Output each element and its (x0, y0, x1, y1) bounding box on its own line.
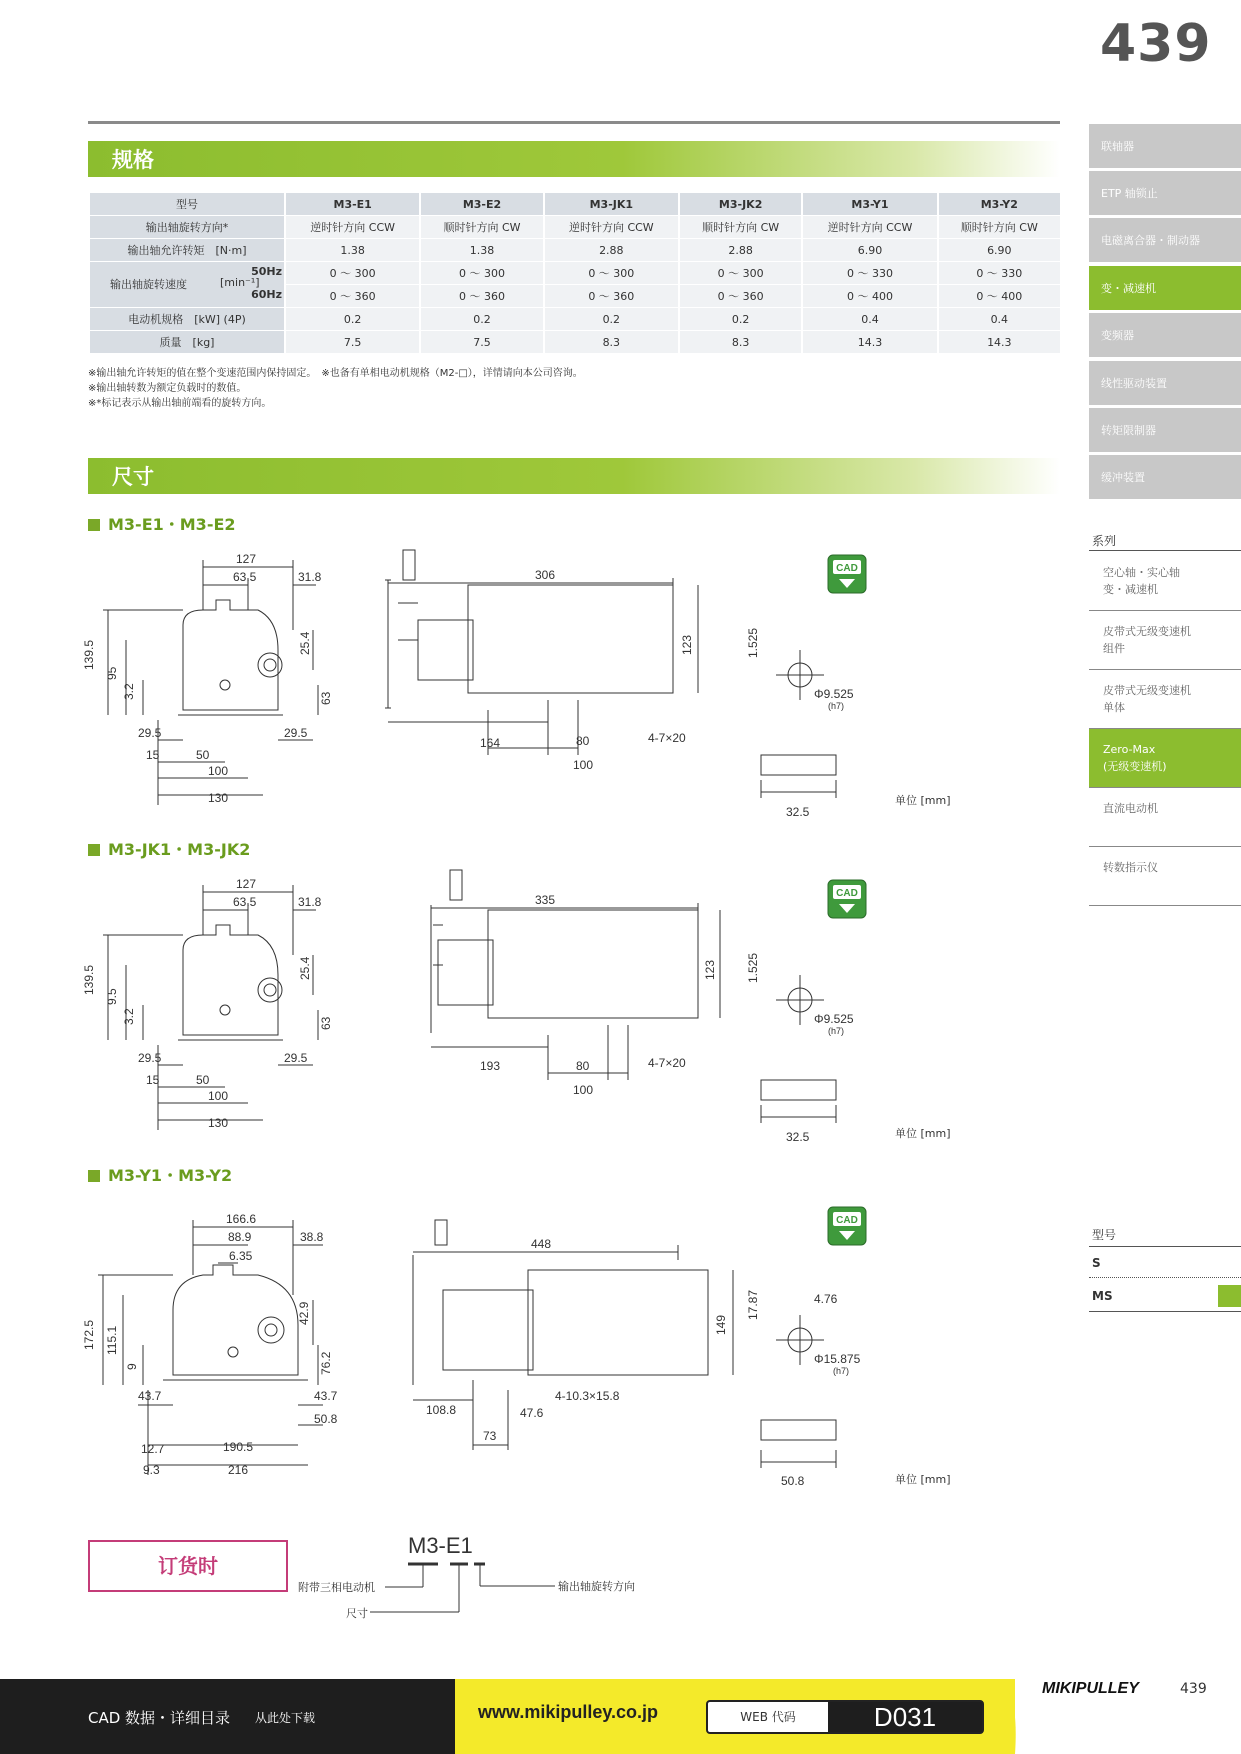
spec-label-text: 输出轴允许转矩 (127, 244, 205, 257)
spec-cell: 0.2 (680, 308, 801, 331)
spec-note: ※*标记表示从输出轴前端看的旋转方向。 (88, 398, 272, 409)
web-code-box (706, 1700, 984, 1734)
order-label-direction: 输出轴旋转方向 (558, 1580, 635, 1593)
dim-label: 95 (105, 666, 119, 680)
spec-section-title: 规格 (112, 148, 154, 172)
dim-label: 190.5 (223, 1440, 254, 1454)
dim-label: 4-10.3×15.8 (555, 1389, 620, 1403)
dim-label: 50 (196, 748, 210, 762)
series-divider (1089, 550, 1241, 551)
dim-label: 29.5 (284, 1051, 308, 1065)
spec-label-text: 输出轴旋转速度 (110, 278, 187, 291)
spec-row-label (90, 308, 284, 331)
dim-label: 29.5 (284, 726, 308, 740)
spec-cell: 0 ～ 300 (545, 262, 678, 285)
dim-label: 17.87 (746, 1289, 760, 1320)
spec-cell: 0.4 (939, 308, 1060, 331)
sidebar-category[interactable] (1089, 218, 1241, 262)
dim-label: 139.5 (82, 639, 96, 670)
series-item[interactable] (1089, 670, 1241, 729)
series-item-label: 皮带式无级变速机 单体 (1103, 684, 1191, 714)
dim-label: 31.8 (298, 895, 322, 909)
dim-label: 3.2 (122, 1008, 136, 1025)
drawing-title-text: M3-E1・M3-E2 (108, 515, 236, 534)
dim-label: 127 (236, 877, 257, 891)
page-number: 439 (1100, 14, 1212, 74)
sidebar-category-label: 变频器 (1101, 329, 1134, 342)
spec-row (90, 308, 1060, 331)
dim-label: 15 (146, 748, 160, 762)
model-item-s[interactable]: S (1092, 1256, 1101, 1270)
footer-curve (990, 1679, 1020, 1754)
spec-cell: 0.4 (803, 308, 936, 331)
dim-label: 25.4 (298, 956, 312, 980)
dim-label: 123 (680, 634, 694, 655)
dim-label: 29.5 (138, 1051, 162, 1065)
dim-label: 164 (480, 736, 501, 750)
cad-icon-text: CAD (836, 563, 858, 574)
dim-label: 172.5 (82, 1319, 96, 1350)
dim-label: 6.35 (229, 1249, 253, 1263)
model-heading: 型号 (1092, 1228, 1117, 1242)
spec-label-text: 质量 (159, 336, 182, 349)
dim-label: 335 (535, 893, 556, 907)
drawing-title (88, 837, 250, 860)
dim-label: 50.8 (781, 1474, 805, 1488)
dim-label: 4-7×20 (648, 1056, 686, 1070)
spec-cell: 顺时针方向 CW (421, 216, 542, 239)
spec-label-unit: [kW] (4P) (194, 313, 246, 326)
sidebar-category-active[interactable] (1089, 266, 1241, 310)
dim-label: 193 (480, 1059, 501, 1073)
spec-header-cell: M3-Y2 (939, 193, 1060, 216)
spec-section-bar (88, 141, 1060, 177)
dim-label: 12.7 (141, 1442, 165, 1456)
sidebar-category-label: 电磁离合器・制动器 (1101, 234, 1200, 247)
series-item-label: 直流电动机 (1103, 802, 1158, 815)
spec-cell: 顺时针方向 CW (939, 216, 1060, 239)
model-active-marker (1218, 1285, 1241, 1307)
dim-label: 50.8 (314, 1412, 338, 1426)
spec-note: ※输出轴转数为额定负载时的数值。 (88, 383, 247, 394)
dim-label: 88.9 (228, 1230, 252, 1244)
dim-section-title: 尺寸 (112, 465, 154, 489)
spec-cell: 14.3 (939, 331, 1060, 354)
series-item[interactable] (1089, 847, 1241, 906)
dim-label: 100 (208, 764, 229, 778)
sidebar-category[interactable] (1089, 455, 1241, 499)
spec-cell: 0 ～ 300 (421, 262, 542, 285)
spec-cell: 0 ～ 300 (286, 262, 419, 285)
dim-label: 25.4 (298, 631, 312, 655)
dim-label: 9.5 (105, 988, 119, 1005)
spec-row (90, 239, 1060, 262)
spec-label-unit: [kg] (192, 336, 215, 349)
series-heading: 系列 (1092, 534, 1117, 548)
spec-cell: 8.3 (545, 331, 678, 354)
sidebar-category-label: 缓冲装置 (1101, 471, 1145, 484)
dim-label: (h7) (828, 701, 845, 711)
footer-url-link[interactable]: www.mikipulley.co.jp (478, 1702, 659, 1722)
drawing-title-text: M3-JK1・M3-JK2 (108, 840, 251, 859)
model-divider (1089, 1277, 1241, 1278)
dim-label: 127 (236, 552, 257, 566)
dim-label: 448 (531, 1237, 552, 1251)
sidebar-category[interactable] (1089, 408, 1241, 452)
dim-label: 149 (714, 1314, 728, 1335)
spec-row-label (90, 262, 284, 308)
spec-cell: 1.38 (286, 239, 419, 262)
spec-header-cell: M3-JK1 (545, 193, 678, 216)
series-item-label: 转数指示仪 (1103, 861, 1158, 874)
dim-label: 130 (208, 791, 229, 805)
dim-label: 4.76 (814, 1292, 838, 1306)
web-code-value: D031 (828, 1702, 982, 1732)
footer-cad-text: CAD 数据・详细目录 (88, 1709, 231, 1727)
spec-header-cell: M3-JK2 (680, 193, 801, 216)
spec-cell: 6.90 (939, 239, 1060, 262)
order-code: M3-E1 (408, 1533, 473, 1558)
unit-label: 单位 [mm] (895, 1127, 951, 1140)
dim-label: 1.525 (746, 952, 760, 983)
spec-cell: 0 ～ 400 (803, 285, 936, 308)
series-item-active[interactable] (1089, 729, 1241, 788)
cad-icon-text: CAD (836, 1215, 858, 1226)
dim-label: 31.8 (298, 570, 322, 584)
spec-table (88, 193, 1062, 354)
top-divider (88, 121, 1060, 124)
spec-cell: 6.90 (803, 239, 936, 262)
dim-label: 9 (125, 1363, 139, 1370)
spec-cell: 0 ～ 330 (939, 262, 1060, 285)
spec-cell: 0 ～ 360 (421, 285, 542, 308)
order-label-motor: 附带三相电动机 (298, 1581, 375, 1594)
series-item-label: 空心轴・实心轴 变・减速机 (1103, 566, 1180, 596)
dim-label: 1.525 (746, 627, 760, 658)
dim-label: 100 (208, 1089, 229, 1103)
spec-cell: 0 ～ 360 (286, 285, 419, 308)
dim-label: 63.5 (233, 570, 257, 584)
spec-cell: 逆时针方向 CCW (545, 216, 678, 239)
dim-label: Φ9.525 (814, 1012, 854, 1026)
spec-cell: 逆时针方向 CCW (803, 216, 936, 239)
sidebar-category-label: 转矩限制器 (1101, 424, 1156, 437)
spec-label-unit: [N·m] (215, 244, 247, 257)
dim-label: 73 (483, 1429, 497, 1443)
dim-label: 63.5 (233, 895, 257, 909)
drawing-set-y (82, 1200, 988, 1490)
sidebar-category[interactable] (1089, 171, 1241, 215)
dim-label: 80 (576, 734, 590, 748)
dim-label: 76.2 (319, 1351, 333, 1375)
dim-label: 166.6 (226, 1212, 257, 1226)
drawing-title (88, 512, 236, 535)
spec-note: ※输出轴允许转矩的值在整个变速范围内保持固定。 ※也备有单相电动机规格（M2-□），详情请向本公司咨询。 (88, 368, 583, 379)
spec-cell: 0 ～ 330 (803, 262, 936, 285)
dim-label: 15 (146, 1073, 160, 1087)
spec-cell: 0 ～ 360 (545, 285, 678, 308)
dim-label: 130 (208, 1116, 229, 1130)
spec-label-text: 电动机规格 (128, 313, 184, 326)
spec-header-cell: M3-E2 (421, 193, 542, 216)
spec-row (90, 216, 1060, 239)
spec-cell: 顺时针方向 CW (680, 216, 801, 239)
dim-label: 100 (573, 1083, 594, 1097)
drawing-title (88, 1163, 232, 1186)
sidebar-category[interactable] (1089, 361, 1241, 405)
dim-label: 42.9 (297, 1301, 311, 1325)
dim-label: 139.5 (82, 964, 96, 995)
spec-cell: 0 ～ 300 (680, 262, 801, 285)
dim-label: 63 (319, 691, 333, 705)
dim-label: 50 (196, 1073, 210, 1087)
freq-60hz: 60Hz (251, 288, 282, 301)
unit-label: 单位 [mm] (895, 1473, 951, 1486)
dim-label: 32.5 (786, 805, 810, 819)
spec-row-label (90, 331, 284, 354)
spec-row (90, 262, 1060, 285)
spec-cell: 2.88 (545, 239, 678, 262)
spec-row-label: 输出轴旋转方向* (90, 216, 284, 239)
web-code-label: WEB 代码 (740, 1710, 796, 1724)
dim-section-bar (88, 458, 1060, 494)
spec-cell: 7.5 (286, 331, 419, 354)
spec-row-label (90, 239, 284, 262)
order-label-size: 尺寸 (346, 1607, 368, 1620)
dim-label: 306 (535, 568, 556, 582)
sidebar-category-label: 变・减速机 (1101, 282, 1156, 295)
sidebar-category[interactable] (1089, 124, 1241, 168)
spec-cell: 逆时针方向 CCW (286, 216, 419, 239)
cad-icon-text: CAD (836, 888, 858, 899)
spec-cell: 0 ～ 400 (939, 285, 1060, 308)
spec-header-cell: M3-E1 (286, 193, 419, 216)
dim-label: 38.8 (300, 1230, 324, 1244)
sidebar-category[interactable] (1089, 313, 1241, 357)
dim-label: 63 (319, 1016, 333, 1030)
dim-label: 123 (703, 959, 717, 980)
dim-label: 115.1 (105, 1325, 119, 1355)
spec-cell: 0.2 (286, 308, 419, 331)
dim-label: (h7) (833, 1366, 850, 1376)
dim-label: 9.3 (143, 1463, 160, 1477)
drawing-set-e (82, 540, 988, 820)
footer-page-number: 439 (1180, 1681, 1207, 1697)
footer-cad-sub: 从此处下载 (255, 1711, 316, 1725)
series-item[interactable] (1089, 788, 1241, 847)
dim-label: 100 (573, 758, 594, 772)
dim-label: 80 (576, 1059, 590, 1073)
sidebar-category-label: 线性驱动装置 (1101, 377, 1167, 390)
series-item[interactable] (1089, 611, 1241, 670)
spec-cell: 14.3 (803, 331, 936, 354)
brand-logo: MIKIPULLEY (1042, 1680, 1139, 1697)
spec-cell: 7.5 (421, 331, 542, 354)
footer-dark-panel (0, 1679, 455, 1754)
spec-cell: 0.2 (545, 308, 678, 331)
dim-label: 3.2 (122, 683, 136, 700)
model-divider (1089, 1246, 1241, 1247)
spec-cell: 0.2 (421, 308, 542, 331)
spec-cell: 8.3 (680, 331, 801, 354)
series-item-label: Zero-Max (无级变速机) (1103, 743, 1167, 773)
sidebar-category-label: 联轴器 (1101, 140, 1134, 153)
series-item[interactable] (1089, 552, 1241, 611)
dim-label: 43.7 (138, 1389, 162, 1403)
dim-label: 43.7 (314, 1389, 338, 1403)
dim-label: 47.6 (520, 1406, 544, 1420)
sidebar-category-label: ETP 轴锁止 (1101, 187, 1158, 200)
unit-label: 单位 [mm] (895, 794, 951, 807)
order-title-box: 订货时 (88, 1540, 288, 1592)
dim-label: 216 (228, 1463, 249, 1477)
dim-label: 4-7×20 (648, 731, 686, 745)
spec-cell: 1.38 (421, 239, 542, 262)
dim-label: (h7) (828, 1026, 845, 1036)
spec-label-unit: [min⁻¹] (220, 276, 260, 289)
dim-label: 32.5 (786, 1130, 810, 1144)
drawing-set-jk (82, 865, 988, 1145)
model-item-ms[interactable]: MS (1092, 1289, 1113, 1303)
model-divider (1089, 1311, 1241, 1312)
spec-header-row (90, 193, 1060, 216)
dim-label: 29.5 (138, 726, 162, 740)
drawing-title-text: M3-Y1・M3-Y2 (108, 1166, 233, 1185)
spec-cell: 2.88 (680, 239, 801, 262)
series-item-label: 皮带式无级变速机 组件 (1103, 625, 1191, 655)
spec-row (90, 331, 1060, 354)
freq-50hz: 50Hz (251, 265, 282, 278)
spec-header-cell: 型号 (90, 193, 284, 216)
spec-header-cell: M3-Y1 (803, 193, 936, 216)
spec-cell: 0 ～ 360 (680, 285, 801, 308)
dim-label: Φ15.875 (814, 1352, 861, 1366)
dim-label: 108.8 (426, 1403, 457, 1417)
dim-label: Φ9.525 (814, 687, 854, 701)
